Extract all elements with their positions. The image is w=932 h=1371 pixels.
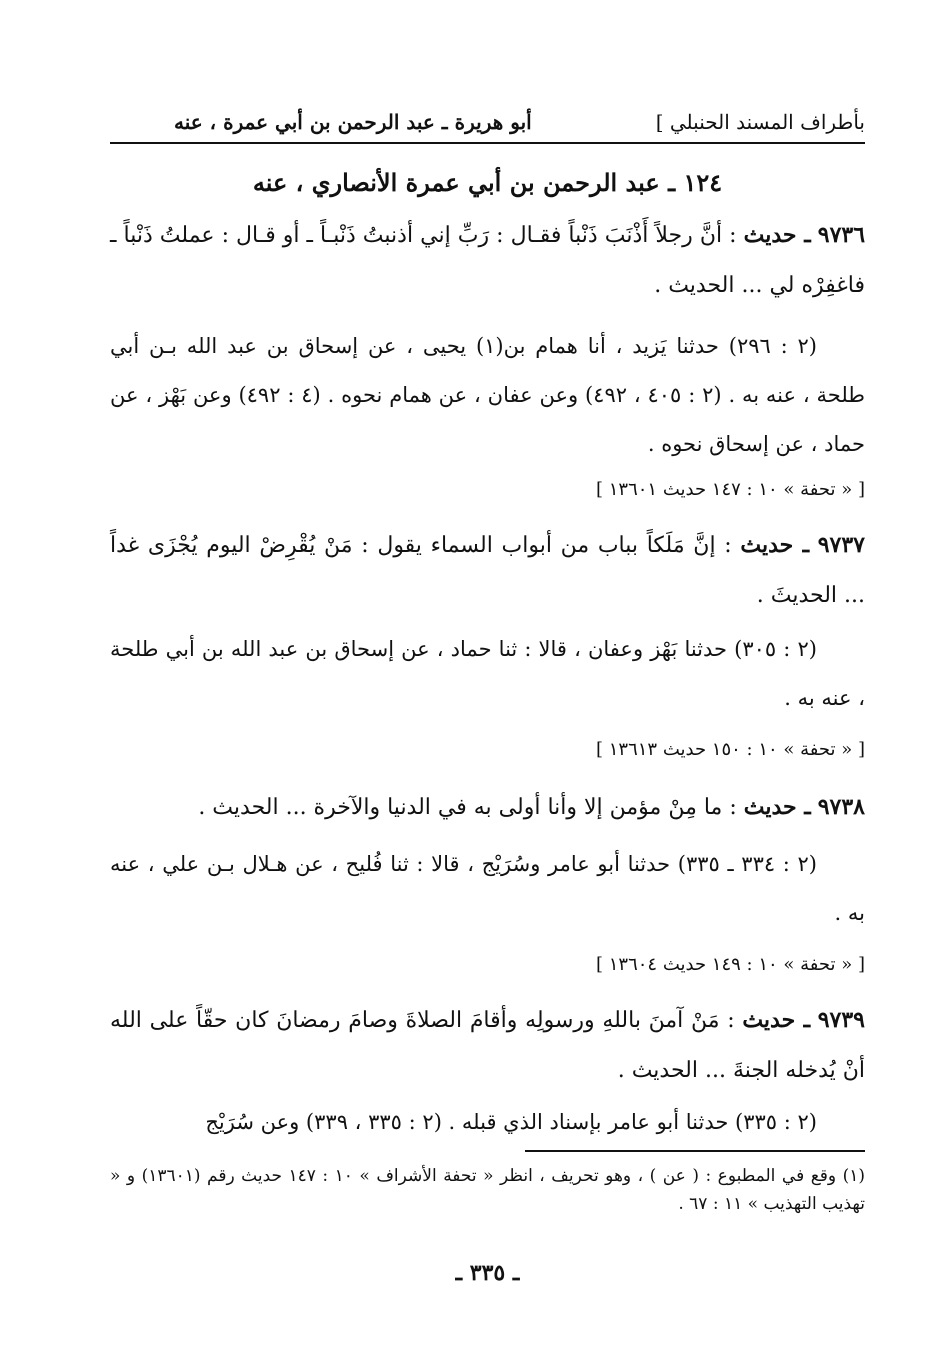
hadith-text: : مَنْ آمنَ باللهِ ورسولِه وأقامَ الصلاةَ وصامَ رمضانَ كان حقّاً على الله أنْ يُدخله الجنةَ ... الحديث . <box>110 1008 865 1083</box>
footnote: (١) وقع في المطبوع : ( عن ) ، وهو تحريف ، انظر « تحفة الأشراف » ١٠ : ١٤٧ حديث رقم (١٣٦٠١) و « تهذيب التهذيب » ١١ : ٦٧ . <box>110 1166 865 1214</box>
hadith-source-9738: (٢ : ٣٣٤ ـ ٣٣٥) حدثنا أبو عامر وسُرَيْج ، قالا : ثنا فُليح ، عن هـلال بـن علي ، عنه به . <box>110 852 865 925</box>
hadith-source-9737: (٢ : ٣٠٥) حدثنا بَهْز وعفان ، قالا : ثنا حماد ، عن إسحاق بن عبد الله بن أبي طلحة ، عنه به . <box>110 637 865 710</box>
footnote-divider <box>525 1150 865 1152</box>
hadith-keyword: ـ حديث <box>743 794 811 820</box>
hadith-source-9739: (٢ : ٣٣٥) حدثنا أبو عامر بإسناد الذي قبله . (٢ : ٣٣٥ ، ٣٣٩) وعن سُرَيْج <box>205 1110 817 1134</box>
page <box>110 80 865 1310</box>
hadith-number: ٩٧٣٨ <box>817 794 865 820</box>
tuhfa-reference-9738: [ « تحفة » ١٠ : ١٤٩ حديث ١٣٦٠٤ ] <box>596 954 865 975</box>
page-number: ـ ٣٣٥ ـ <box>455 1260 520 1286</box>
hadith-number: ٩٧٣٦ <box>817 222 866 248</box>
header-book-title: بأطراف المسند الحنبلي ] <box>655 110 865 134</box>
hadith-text: : ما مِنْ مؤمن إلا وأنا أولى به في الدنيا والآخرة ... الحديث . <box>198 795 737 820</box>
running-header <box>110 102 865 144</box>
hadith-entry-9736 <box>110 210 865 311</box>
hadith-text: : إنَّ مَلَكاً بباب من أبواب السماء يقول : مَنْ يُقْرِضْ اليوم يُجْزَى غداً ... الحديثَ . <box>110 533 865 608</box>
hadith-number: ٩٧٣٧ <box>817 532 865 558</box>
hadith-keyword: ـ حديث <box>740 532 810 558</box>
header-section-title: أبو هريرة ـ عبد الرحمن بن أبي عمرة ، عنه <box>174 110 532 134</box>
hadith-keyword: ـ حديث <box>743 222 811 248</box>
hadith-entry-9739 <box>110 995 865 1096</box>
chapter-title: ١٢٤ ـ عبد الرحمن بن أبي عمرة الأنصاري ، عنه <box>252 168 723 197</box>
hadith-entry-9738 <box>110 782 865 833</box>
tuhfa-reference-9736: [ « تحفة » ١٠ : ١٤٧ حديث ١٣٦٠١ ] <box>596 479 865 500</box>
hadith-source-9736: (٢ : ٢٩٦) حدثنا يَزيد ، أنا همام بن(١) يحيى ، عن إسحاق بن عبد الله بـن أبي طلحة ، عنه به . (٢ : ٤٠٥ ، ٤٩٢) وعن عفان ، عن همام نحوه . (٤ : ٤٩٢) وعن بَهْز ، عن حماد ، عن إسحاق نحوه . <box>110 334 865 456</box>
hadith-entry-9737 <box>110 520 865 621</box>
hadith-text: : أنَّ رجلاً أَذْنَبَ ذَنْباً فقـال : رَبِّ إني أذنبتُ ذَنْبـاً ـ أو قـال : عملتُ ذَنْباً ـ فاغفِرْه لي ... الحديث . <box>110 223 865 298</box>
hadith-number: ٩٧٣٩ <box>817 1007 865 1033</box>
hadith-keyword: ـ حديث <box>742 1007 811 1033</box>
tuhfa-reference-9737: [ « تحفة » ١٠ : ١٥٠ حديث ١٣٦١٣ ] <box>596 739 865 760</box>
